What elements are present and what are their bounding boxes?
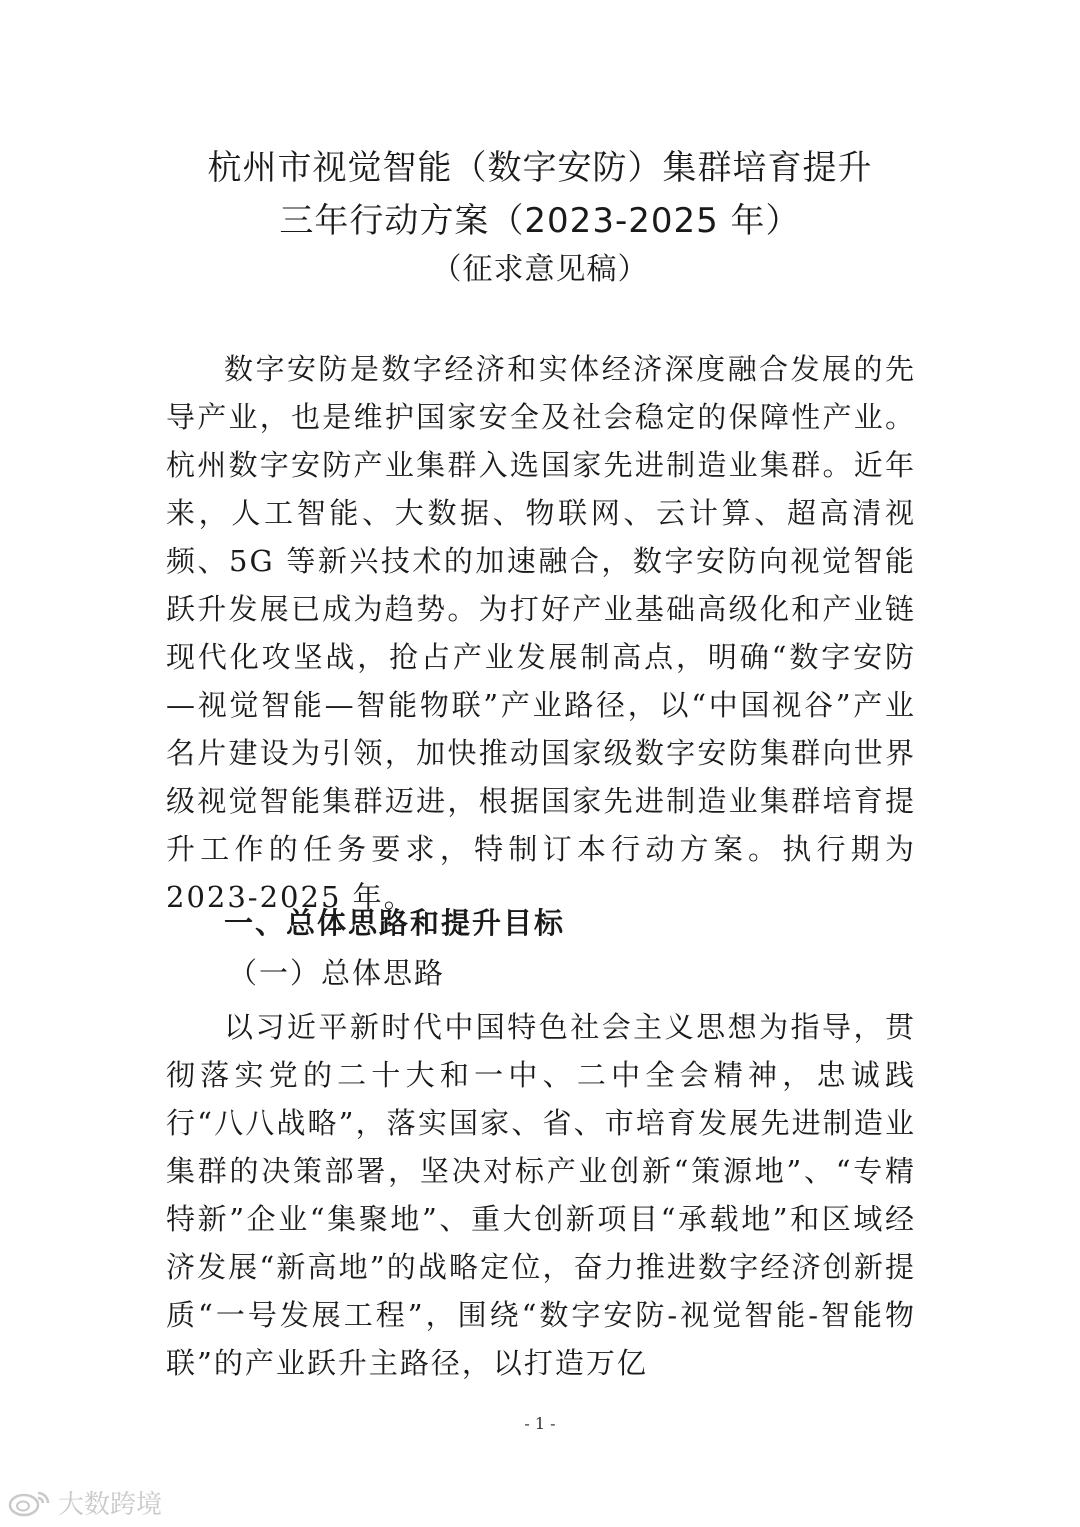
- subsection-heading: （一）总体思路: [228, 956, 446, 990]
- document-title-line2: 三年行动方案（2023-2025 年）: [279, 201, 801, 241]
- page-number: - 1 -: [524, 1414, 556, 1433]
- watermark-text: 大数跨境: [58, 1489, 163, 1520]
- weibo-logo-icon: [8, 1487, 52, 1517]
- document-title-line1: 杭州市视觉智能（数字安防）集群培育提升: [207, 148, 873, 188]
- section-heading: 一、总体思路和提升目标: [224, 906, 566, 940]
- document-title-draft-note: （征求意见稿）: [431, 252, 649, 287]
- intro-paragraph: 数字安防是数字经济和实体经济深度融合发展的先导产业，也是维护国家安全及社会稳定的保障性产业。杭州数字安防产业集群入选国家先进制造业集群。近年来，人工智能、大数据、物联网、云计算、超高清视频、5G 等新兴技术的加速融合，数字安防向视觉智能跃升发展已成为趋势。为打好产业基础高级化和产业链现代化攻坚战，抢占产业发展制高点，明确“数字安防—视觉智能—智能物联”产业路径，以“中国视谷”产业名片建设为引领，加快推动国家级数字安防集群向世界级视觉智能集群迈进，根据国家先进制造业集群培育提升工作的任务要求，特制订本行动方案。执行期为 2023-2025 年。: [166, 352, 916, 914]
- subsection-paragraph: 以习近平新时代中国特色社会主义思想为指导，贯彻落实党的二十大和一中、二中全会精神，忠诚践行“八八战略”，落实国家、省、市培育发展先进制造业集群的决策部署，坚决对标产业创新“策源地”、“专精特新”企业“集聚地”、重大创新项目“承载地”和区域经济发展“新高地”的战略定位，奋力推进数字经济创新提质“一号发展工程”，围绕“数字安防-视觉智能-智能物联”的产业跃升主路径，以打造万亿: [166, 1010, 916, 1380]
- watermark: [8, 1485, 162, 1519]
